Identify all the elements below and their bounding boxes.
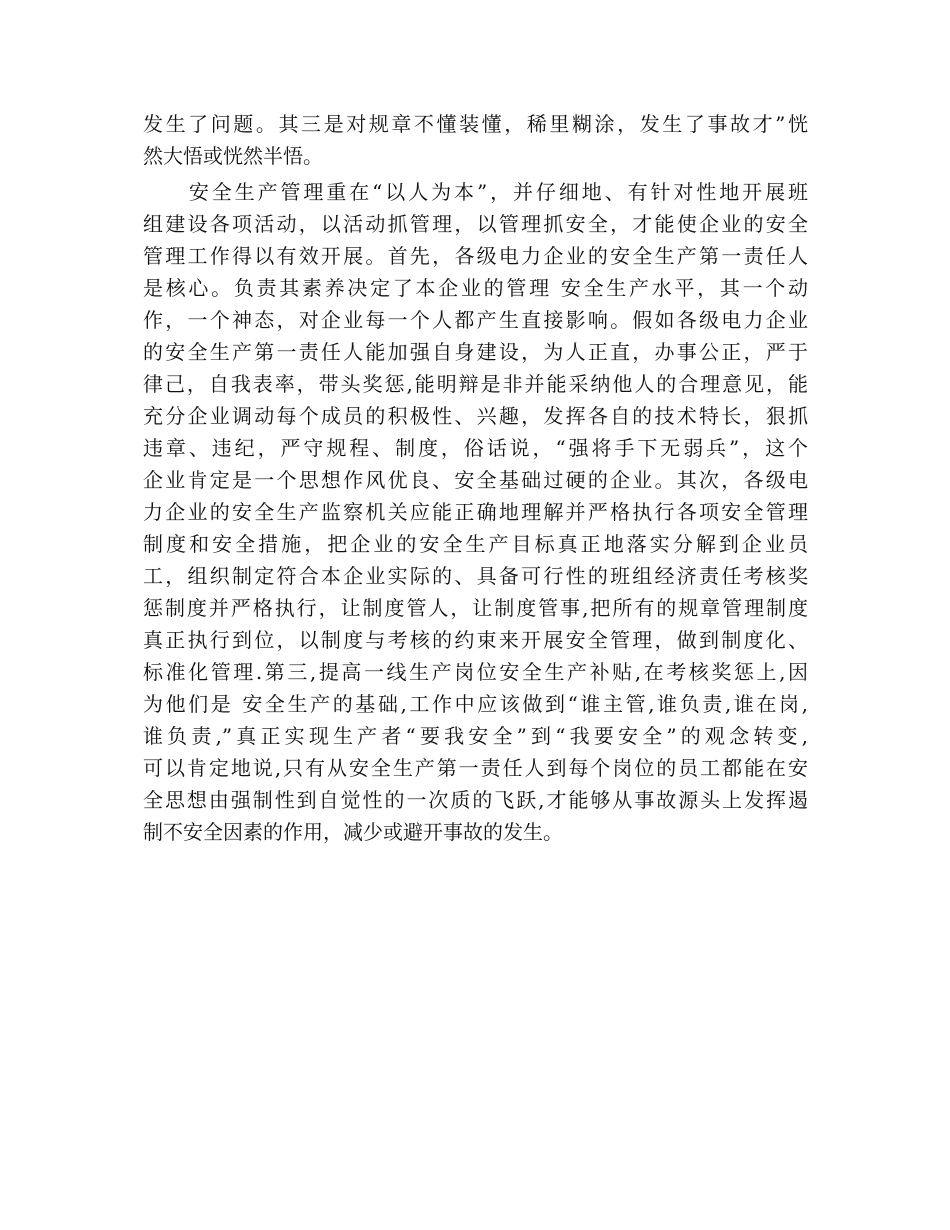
paragraph-2-line-7: 律己，自我表率，带头奖惩,能明辩是非并能采纳他人的合理意见，能	[143, 372, 808, 396]
paragraph-1-line-2: 然大悟或恍然半悟。	[143, 144, 323, 168]
paragraph-2-line-18: 谁负责,”真正实现生产者“要我安全”到“我要安全”的观念转变,	[143, 724, 808, 748]
paragraph-2-line-17: 为他们是 安全生产的基础,工作中应该做到“谁主管,谁负责,谁在岗,	[143, 692, 808, 716]
paragraph-2-line-14: 惩制度并严格执行，让制度管人，让制度管事,把所有的规章管理制度	[143, 596, 808, 620]
paragraph-2-line-9: 违章、违纪，严守规程、制度，俗话说，“强将手下无弱兵”，这个	[143, 436, 808, 460]
paragraph-2-line-1: 安全生产管理重在“以人为本”，并仔细地、有针对性地开展班	[143, 180, 808, 204]
paragraph-2-line-3: 管理工作得以有效开展。首先，各级电力企业的安全生产第一责任人	[143, 244, 808, 268]
paragraph-2-line-21: 制不安全因素的作用，减少或避开事故的发生。	[143, 820, 563, 844]
paragraph-2-line-16: 标准化管理.第三,提高一线生产岗位安全生产补贴,在考核奖惩上,因	[143, 660, 808, 684]
paragraph-2-line-5: 作，一个神态，对企业每一个人都产生直接影响。假如各级电力企业	[143, 308, 808, 332]
paragraph-2-line-12: 制度和安全措施，把企业的安全生产目标真正地落实分解到企业员	[143, 532, 808, 556]
paragraph-2-line-6: 的安全生产第一责任人能加强自身建设，为人正直，办事公正，严于	[143, 340, 808, 364]
paragraph-1-line-1: 发生了问题。其三是对规章不懂装懂，稀里糊涂，发生了事故才”恍	[143, 112, 808, 136]
paragraph-2-line-19: 可以肯定地说,只有从安全生产第一责任人到每个岗位的员工都能在安	[143, 756, 808, 780]
paragraph-2-line-20: 全思想由强制性到自觉性的一次质的飞跃,才能够从事故源头上发挥遏	[143, 788, 808, 812]
paragraph-2	[143, 176, 808, 848]
paragraph-2-line-15: 真正执行到位，以制度与考核的约束来开展安全管理，做到制度化、	[143, 628, 808, 652]
paragraph-2-line-10: 企业肯定是一个思想作风优良、安全基础过硬的企业。其次，各级电	[143, 468, 808, 492]
paragraph-2-line-4: 是核心。负责其素养决定了本企业的管理 安全生产水平，其一个动	[143, 276, 808, 300]
paragraph-2-line-2: 组建设各项活动，以活动抓管理，以管理抓安全，才能使企业的安全	[143, 212, 808, 236]
paragraph-2-line-11: 力企业的安全生产监察机关应能正确地理解并严格执行各项安全管理	[143, 500, 808, 524]
paragraph-2-line-8: 充分企业调动每个成员的积极性、兴趣，发挥各自的技术特长，狠抓	[143, 404, 808, 428]
paragraph-2-line-13: 工，组织制定符合本企业实际的、具备可行性的班组经济责任考核奖	[143, 564, 808, 588]
paragraph-1	[143, 108, 808, 172]
